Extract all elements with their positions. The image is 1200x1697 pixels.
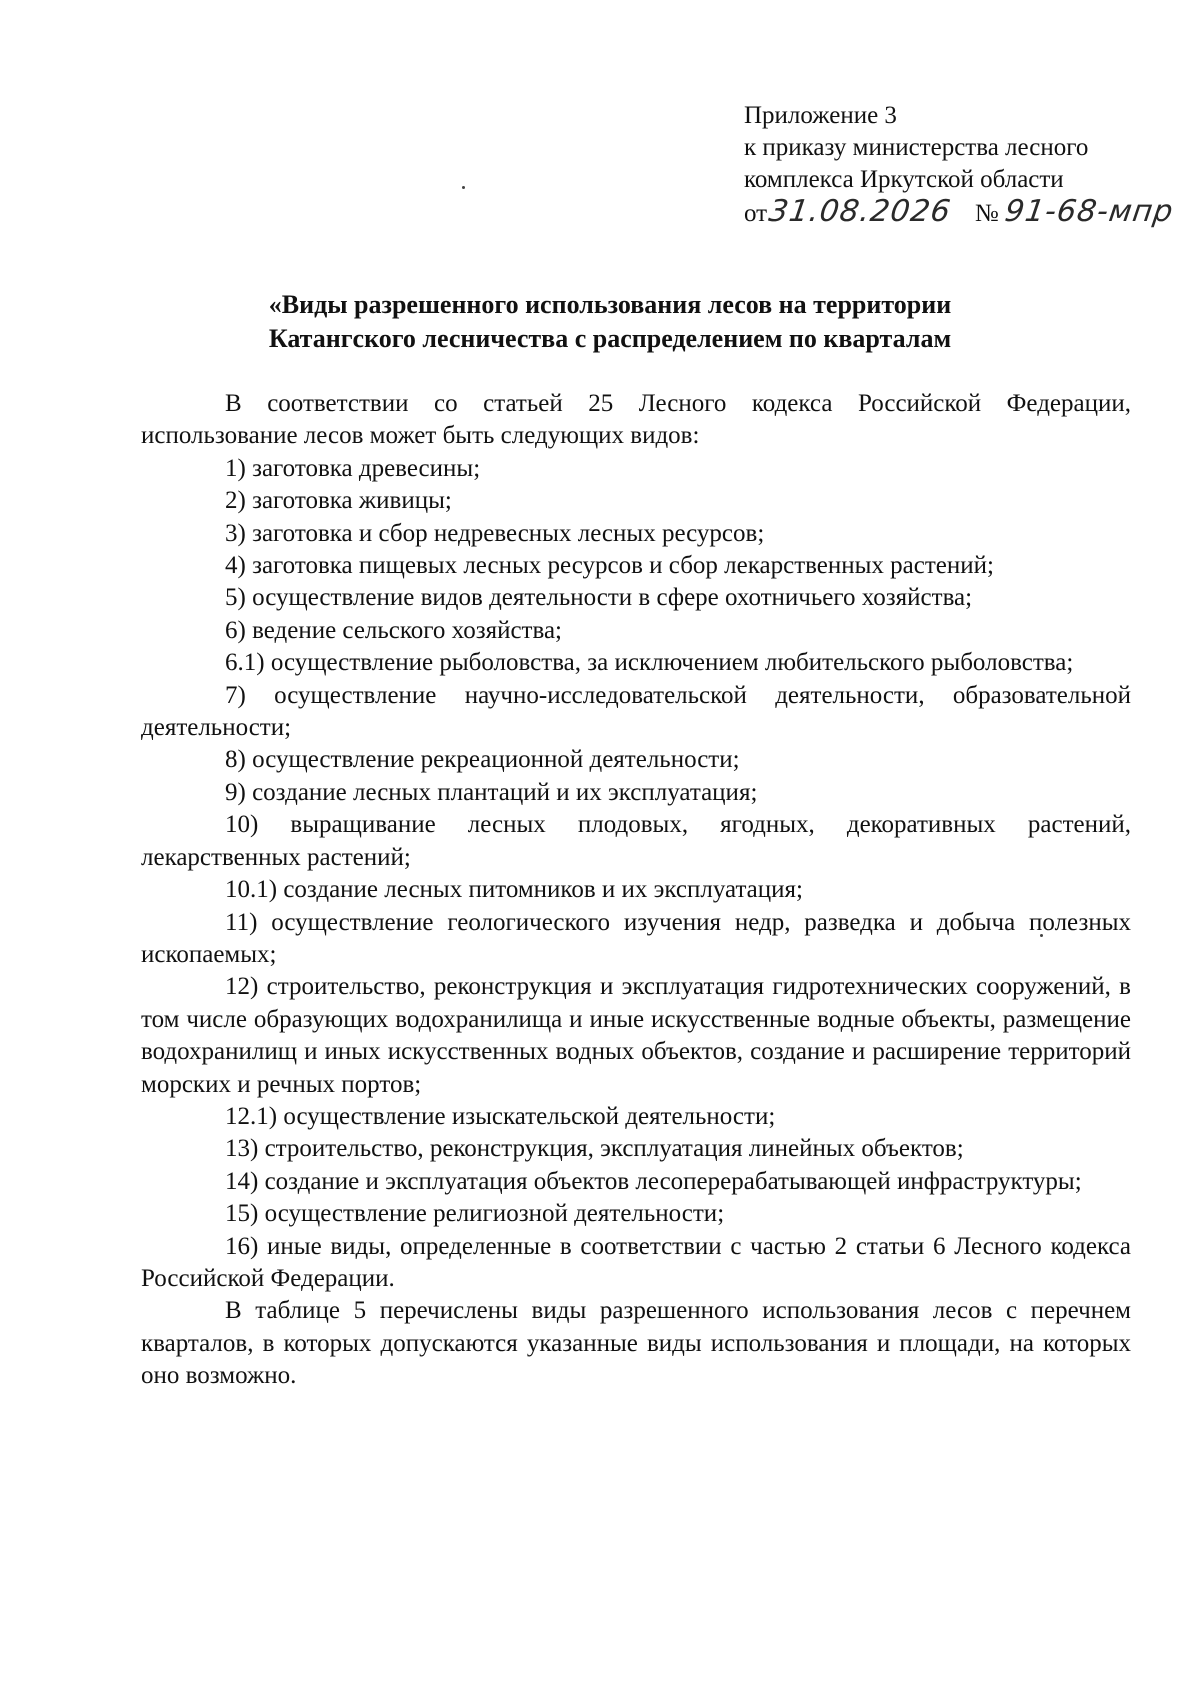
list-item: 10) выращивание лесных плодовых, ягодных, декоративных растений, лекарственных растений; [141, 811, 1131, 871]
document-title [160, 288, 1060, 356]
scan-speck [462, 186, 465, 189]
appendix-order-ref: к приказу министерства лесного [744, 134, 1089, 161]
list-item: 6.1) осуществление рыболовства, за исключением любительского рыболовства; [225, 649, 1074, 677]
list-item: 12.1) осуществление изыскательской деятельности; [225, 1102, 776, 1130]
appendix-title: Приложение 3 [744, 102, 897, 129]
handwritten-date: 31.08.2026 [766, 194, 954, 229]
list-item: 7) осуществление научно-исследовательской деятельности, образовательной деятельности; [141, 681, 1131, 742]
list-item: 2) заготовка живицы; [225, 487, 452, 515]
handwritten-number: 91-68-мпр [1002, 194, 1176, 229]
appendix-header [744, 100, 1176, 230]
list-item: 5) осуществление видов деятельности в сфере охотничьего хозяйства; [225, 584, 973, 612]
appendix-ministry: комплекса Иркутской области [744, 166, 1064, 193]
list-item: 4) заготовка пищевых лесных ресурсов и сбор лекарственных растений; [225, 552, 994, 580]
closing-paragraph: В таблице 5 перечислены виды разрешенного использования лесов с перечнем кварталов, в которых допускаются указанные виды использования и площади, на которых оно возможно. [141, 1297, 1131, 1390]
list-item: 13) строительство, реконструкция, эксплуатация линейных объектов; [225, 1135, 964, 1163]
order-date-number [744, 194, 1176, 230]
list-item: 1) заготовка древесины; [225, 454, 481, 482]
list-item: 11) осуществление геологического изучения недр, разведка и добыча полезных ископаемых; [141, 908, 1131, 968]
list-item: 10.1) создание лесных питомников и их эксплуатация; [225, 876, 803, 904]
list-item: 6) ведение сельского хозяйства; [225, 616, 562, 644]
from-label: от [744, 200, 768, 227]
list-item: 8) осуществление рекреационной деятельности; [225, 746, 740, 774]
list-item: 9) создание лесных плантаций и их эксплуатация; [225, 778, 758, 806]
list-item: 15) осуществление религиозной деятельности; [225, 1200, 725, 1228]
number-label: № [974, 200, 999, 227]
list-item: 12) строительство, реконструкция и эксплуатация гидротехнических сооружений, в том числе образующих водохранилища и иные искусственные водные объекты, размещение водохранилищ и иных искусственных водных объектов, создание и расширение территорий морских и речных портов; [141, 973, 1131, 1098]
list-item: 14) создание и эксплуатация объектов лесоперерабатывающей инфраструктуры; [225, 1167, 1082, 1195]
list-item: 3) заготовка и сбор недревесных лесных ресурсов; [225, 519, 765, 547]
intro-paragraph: В соответствии со статьей 25 Лесного кодекса Российской Федерации, использование лесов может быть следующих видов: [141, 390, 1131, 450]
document-body [141, 388, 1131, 1393]
title-line-2: Катангского лесничества с распределением по кварталам [268, 324, 952, 353]
list-item: 16) иные виды, определенные в соответствии с частью 2 статьи 6 Лесного кодекса Российской Федерации. [141, 1232, 1131, 1292]
title-line-1: «Виды разрешенного использования лесов на территории [268, 290, 952, 319]
